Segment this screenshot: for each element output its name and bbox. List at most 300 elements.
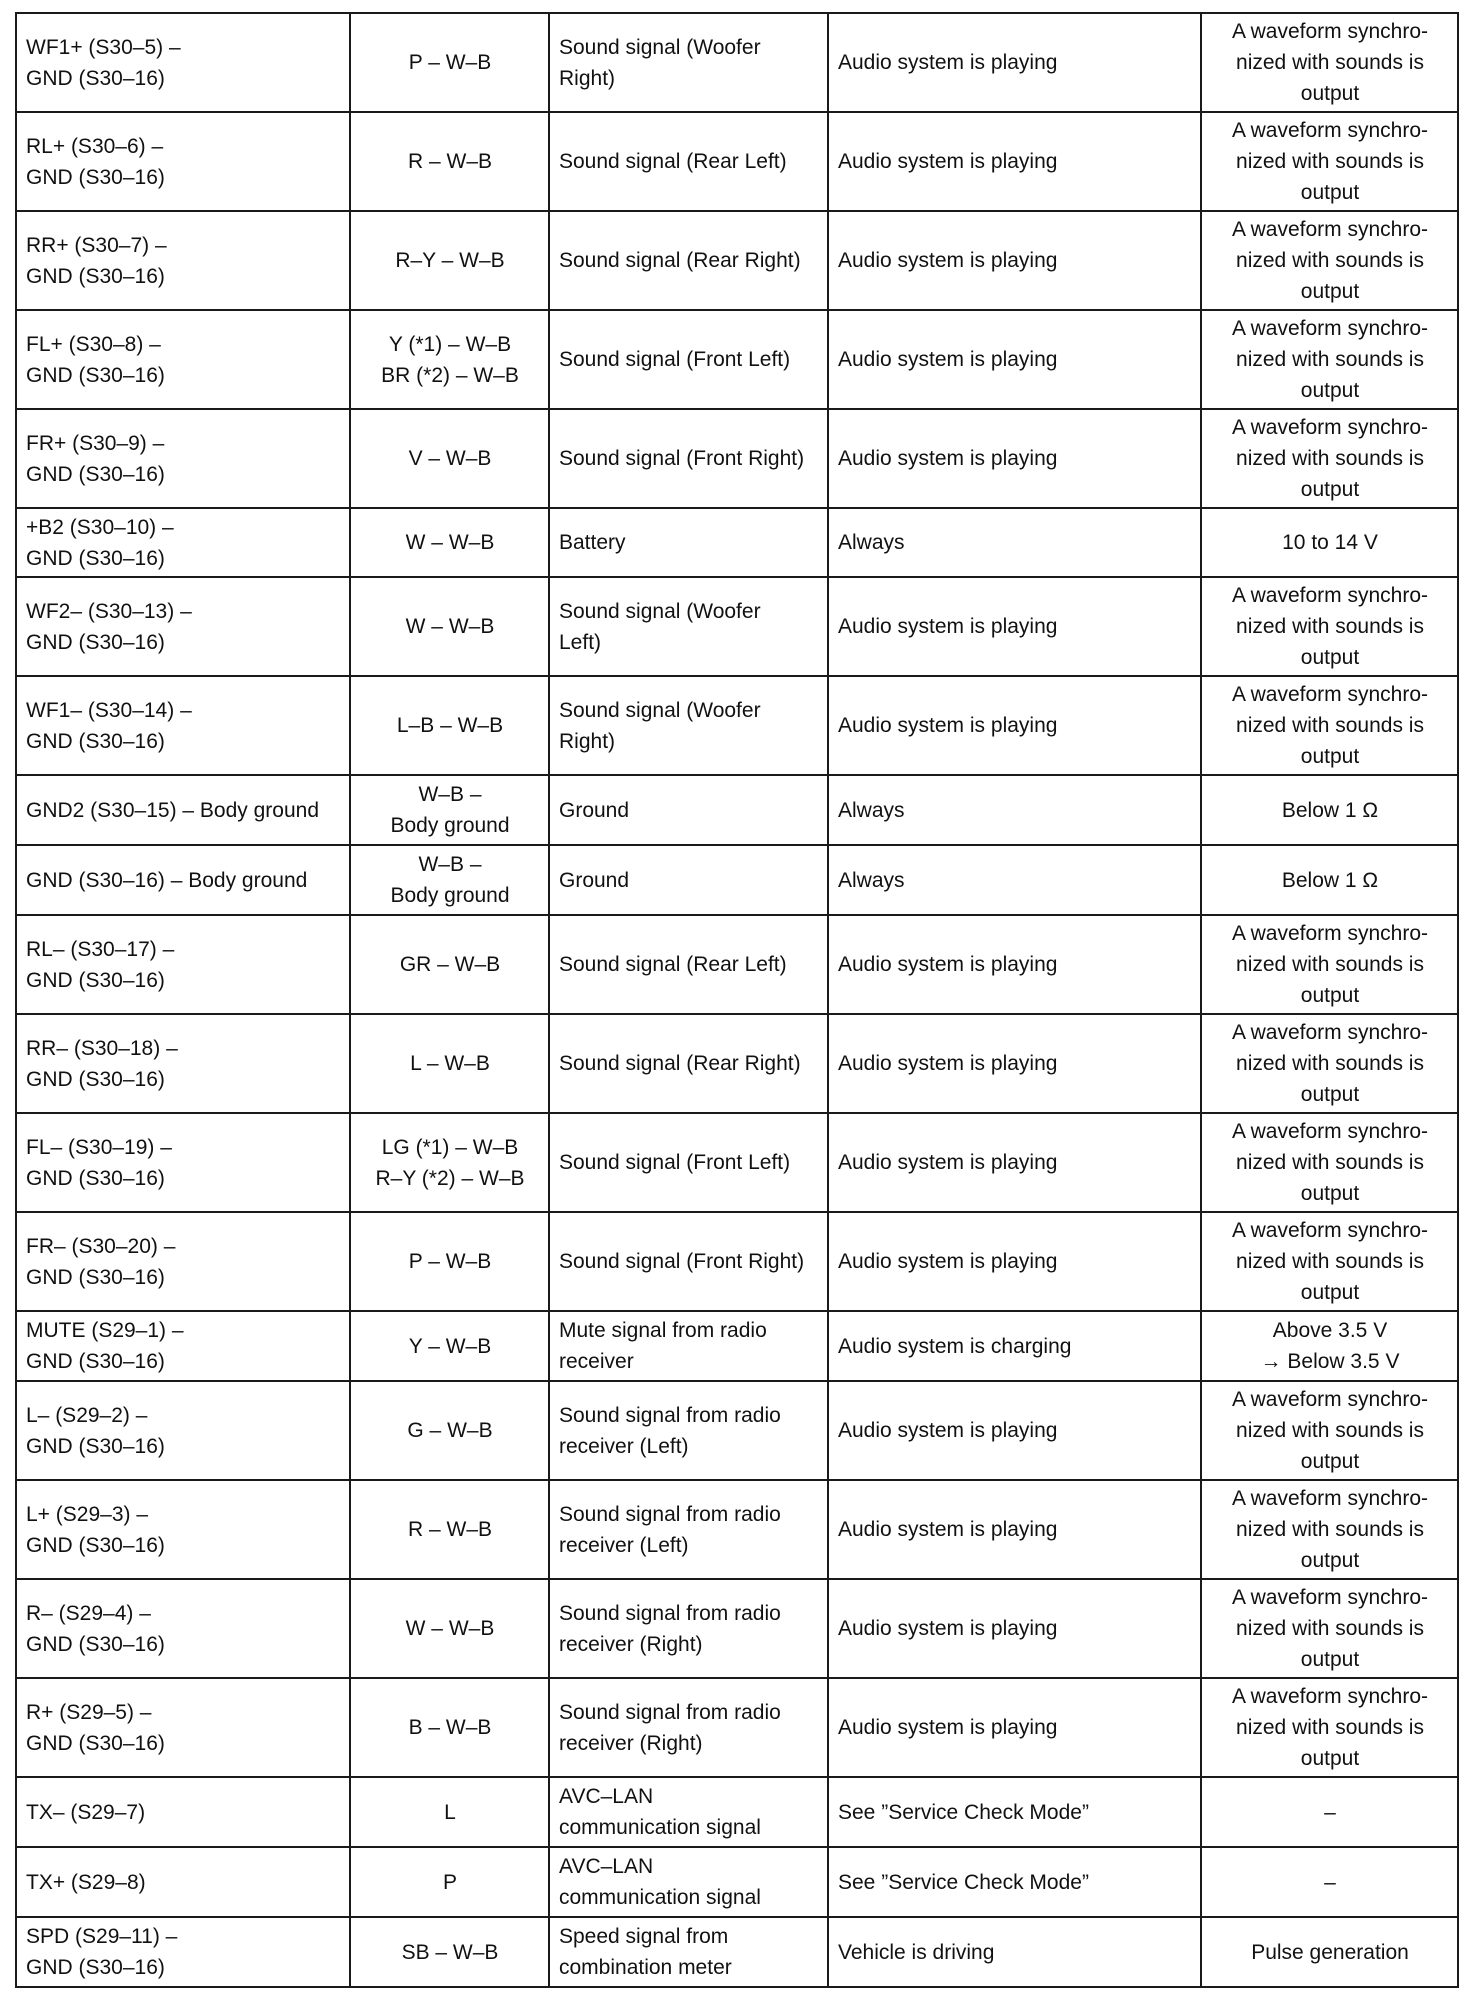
cell-text-line: B – W–B — [408, 1716, 492, 1739]
wiring-color-cell — [350, 508, 549, 577]
wiring-color-cell — [350, 310, 549, 409]
cell-text-line: A waveform synchro- — [1231, 584, 1429, 607]
specified-condition-cell — [1201, 1777, 1458, 1847]
cell-text-line: Sound signal (Front Right) — [559, 447, 805, 470]
cell-text-line: Sound signal (Front Right) — [559, 1250, 805, 1273]
specified-condition-cell — [1201, 676, 1458, 775]
cell-text-line: Sound signal (Woofer — [559, 35, 761, 59]
condition-cell — [828, 775, 1201, 845]
cell-text-line: Vehicle is driving — [838, 1940, 995, 1964]
specified-condition-cell — [1201, 1847, 1458, 1917]
wiring-color-cell — [350, 112, 549, 211]
terminal-cell — [16, 310, 350, 409]
cell-text-line: Audio system is playing — [838, 249, 1058, 272]
condition-cell — [828, 1480, 1201, 1579]
cell-text-line: A waveform synchro- — [1231, 119, 1429, 142]
cell-text-line: Always — [838, 868, 905, 892]
terminal-description-cell — [549, 845, 828, 915]
cell-text-line: See ”Service Check Mode” — [838, 1870, 1089, 1894]
table-body — [16, 13, 1458, 1987]
wiring-color-cell — [350, 1579, 549, 1678]
cell-text-line: nized with sounds is — [1236, 447, 1424, 470]
cell-text-line: GND (S30–16) — [26, 462, 165, 486]
cell-text-line: GND (S30–16) — [26, 1166, 165, 1190]
cell-text-line: L — [444, 1800, 456, 1824]
cell-text-line: SB – W–B — [401, 1940, 499, 1964]
table-row — [16, 1480, 1458, 1579]
terminal-cell — [16, 211, 350, 310]
condition-cell — [828, 1678, 1201, 1777]
cell-text-line: Audio system is playing — [838, 1052, 1058, 1075]
cell-text-line: L+ (S29–3) – — [26, 1502, 149, 1526]
terminal-cell — [16, 1678, 350, 1777]
terminal-cell — [16, 1113, 350, 1212]
wiring-color-cell — [350, 1917, 549, 1987]
cell-text-line: output — [1300, 478, 1360, 501]
cell-text-line: Below 1 Ω — [1281, 798, 1379, 822]
table-row — [16, 112, 1458, 211]
cell-text-line: Audio system is playing — [838, 1518, 1058, 1541]
cell-text-line: Sound signal (Rear Right) — [559, 249, 801, 272]
specified-condition-cell — [1201, 1311, 1458, 1381]
terminal-cell — [16, 577, 350, 676]
terminal-description-cell — [549, 1917, 828, 1987]
terminal-description-cell — [549, 1381, 828, 1480]
table-row — [16, 508, 1458, 577]
terminal-cell — [16, 1917, 350, 1987]
specified-condition-cell — [1201, 1480, 1458, 1579]
cell-text-line: P – W–B — [408, 1250, 492, 1273]
terminal-cell — [16, 1311, 350, 1381]
specified-condition-cell — [1201, 1212, 1458, 1311]
terminal-description-cell — [549, 1113, 828, 1212]
specified-condition-cell — [1201, 1113, 1458, 1212]
cell-text-line: A waveform synchro- — [1231, 20, 1429, 43]
cell-text-line: Audio system is playing — [838, 150, 1058, 173]
cell-text-line: nized with sounds is — [1236, 1518, 1424, 1541]
specified-condition-cell — [1201, 1579, 1458, 1678]
specified-condition-cell — [1201, 1678, 1458, 1777]
cell-text-line: Audio system is playing — [838, 1419, 1058, 1442]
cell-text-line: nized with sounds is — [1236, 953, 1424, 976]
cell-text-line: A waveform synchro- — [1231, 1586, 1429, 1609]
cell-text-line: GR – W–B — [399, 953, 501, 976]
cell-text-line: output — [1300, 984, 1360, 1007]
condition-cell — [828, 310, 1201, 409]
cell-text-line: combination meter — [559, 1956, 732, 1979]
cell-text-line: receiver — [559, 1350, 634, 1373]
cell-text-line: communication signal — [559, 1816, 761, 1839]
terminal-cell — [16, 13, 350, 112]
specified-condition-cell — [1201, 915, 1458, 1014]
table-row — [16, 577, 1458, 676]
terminal-description-cell — [549, 915, 828, 1014]
terminal-cell — [16, 112, 350, 211]
wiring-color-cell — [350, 1847, 549, 1917]
cell-text-line: FR+ (S30–9) – — [26, 431, 165, 455]
cell-text-line: AVC–LAN — [559, 1785, 654, 1808]
wiring-color-cell — [350, 13, 549, 112]
cell-text-line: WF1+ (S30–5) – — [26, 35, 181, 59]
cell-text-line: MUTE (S29–1) – — [26, 1319, 184, 1342]
condition-cell — [828, 1212, 1201, 1311]
cell-text-line: Sound signal (Woofer — [559, 599, 761, 623]
terminal-cell — [16, 775, 350, 845]
terminal-description-cell — [549, 1014, 828, 1113]
cell-text-line: Sound signal (Front Left) — [559, 1151, 791, 1174]
condition-cell — [828, 112, 1201, 211]
wiring-color-cell — [350, 409, 549, 508]
cell-text-line: Sound signal (Rear Left) — [559, 953, 787, 976]
table-row — [16, 409, 1458, 508]
wiring-color-cell — [350, 1678, 549, 1777]
cell-text-line: Right) — [559, 66, 616, 90]
cell-text-line: Y (*1) – W–B — [388, 332, 512, 356]
specified-condition-cell — [1201, 13, 1458, 112]
table-row — [16, 1311, 1458, 1381]
cell-text-line: Audio system is playing — [838, 348, 1058, 371]
specified-condition-cell — [1201, 508, 1458, 577]
condition-cell — [828, 1847, 1201, 1917]
cell-text-line: RL– (S30–17) – — [26, 937, 175, 961]
terminal-spec-table — [15, 12, 1459, 1988]
cell-text-line: GND (S30–16) — [26, 363, 165, 387]
table-row — [16, 1678, 1458, 1777]
cell-text-line: GND (S30–16) — [26, 1067, 165, 1091]
cell-text-line: output — [1300, 745, 1360, 768]
cell-text-line: nized with sounds is — [1236, 51, 1424, 74]
cell-text-line: G – W–B — [407, 1419, 493, 1442]
cell-text-line: R–Y – W–B — [395, 249, 505, 272]
wiring-color-cell — [350, 211, 549, 310]
cell-text-line: Battery — [559, 531, 626, 554]
cell-text-line: output — [1300, 1450, 1360, 1473]
condition-cell — [828, 915, 1201, 1014]
specified-condition-cell — [1201, 211, 1458, 310]
specified-condition-cell — [1201, 409, 1458, 508]
cell-text-line: W – W–B — [405, 1617, 495, 1640]
terminal-description-cell — [549, 13, 828, 112]
cell-text-line: nized with sounds is — [1236, 1052, 1424, 1075]
cell-text-line: receiver (Left) — [559, 1533, 689, 1557]
cell-text-line: output — [1300, 82, 1360, 105]
cell-text-line: WF2– (S30–13) – — [26, 599, 192, 623]
cell-text-line: BR (*2) – W–B — [381, 363, 519, 387]
specified-condition-cell — [1201, 112, 1458, 211]
cell-text-line: nized with sounds is — [1236, 1250, 1424, 1273]
terminal-description-cell — [549, 508, 828, 577]
cell-text-line: → Below 3.5 V — [1260, 1350, 1400, 1373]
cell-text-line: nized with sounds is — [1236, 249, 1424, 272]
cell-text-line: Audio system is playing — [838, 1250, 1058, 1273]
cell-text-line: output — [1300, 1549, 1360, 1572]
specified-condition-cell — [1201, 845, 1458, 915]
cell-text-line: A waveform synchro- — [1231, 683, 1429, 706]
condition-cell — [828, 508, 1201, 577]
cell-text-line: A waveform synchro- — [1231, 1685, 1429, 1708]
cell-text-line: output — [1300, 379, 1360, 402]
cell-text-line: Sound signal from radio — [559, 1700, 781, 1724]
cell-text-line: GND (S30–16) — [26, 1265, 165, 1289]
cell-text-line: Left) — [559, 630, 602, 654]
table-row — [16, 1212, 1458, 1311]
cell-text-line: W – W–B — [405, 531, 495, 554]
cell-text-line: FL– (S30–19) – — [26, 1135, 172, 1159]
cell-text-line: FR– (S30–20) – — [26, 1234, 176, 1258]
terminal-description-cell — [549, 310, 828, 409]
cell-text-line: Sound signal from radio — [559, 1403, 781, 1427]
cell-text-line: Sound signal (Woofer — [559, 698, 761, 722]
terminal-description-cell — [549, 211, 828, 310]
cell-text-line: Right) — [559, 729, 616, 753]
wiring-color-cell — [350, 1014, 549, 1113]
wiring-color-cell — [350, 676, 549, 775]
cell-text-line: GND (S30–16) — [26, 1731, 165, 1755]
cell-text-line: receiver (Right) — [559, 1731, 703, 1755]
condition-cell — [828, 845, 1201, 915]
cell-text-line: L– (S29–2) – — [26, 1403, 148, 1427]
cell-text-line: A waveform synchro- — [1231, 218, 1429, 241]
table-row — [16, 915, 1458, 1014]
cell-text-line: Audio system is playing — [838, 714, 1058, 737]
cell-text-line: communication signal — [559, 1886, 761, 1909]
table-row — [16, 1014, 1458, 1113]
cell-text-line: output — [1300, 280, 1360, 303]
terminal-cell — [16, 409, 350, 508]
terminal-description-cell — [549, 1777, 828, 1847]
cell-text-line: A waveform synchro- — [1231, 1388, 1429, 1411]
cell-text-line: Body ground — [390, 884, 510, 907]
cell-text-line: GND (S30–16) — [26, 729, 165, 753]
terminal-description-cell — [549, 1847, 828, 1917]
cell-text-line: nized with sounds is — [1236, 1716, 1424, 1739]
condition-cell — [828, 1579, 1201, 1678]
wiring-color-cell — [350, 1113, 549, 1212]
wiring-color-cell — [350, 577, 549, 676]
cell-text-line: Always — [838, 531, 905, 554]
condition-cell — [828, 1917, 1201, 1987]
cell-text-line: SPD (S29–11) – — [26, 1925, 178, 1948]
condition-cell — [828, 13, 1201, 112]
cell-text-line: output — [1300, 646, 1360, 669]
cell-text-line: A waveform synchro- — [1231, 416, 1429, 439]
terminal-cell — [16, 915, 350, 1014]
terminal-description-cell — [549, 1579, 828, 1678]
cell-text-line: Audio system is playing — [838, 1617, 1058, 1640]
cell-text-line: W–B – — [418, 853, 482, 876]
specified-condition-cell — [1201, 577, 1458, 676]
specified-condition-cell — [1201, 1381, 1458, 1480]
terminal-cell — [16, 1847, 350, 1917]
wiring-color-cell — [350, 1212, 549, 1311]
cell-text-line: A waveform synchro- — [1231, 1219, 1429, 1242]
cell-text-line: Sound signal (Front Left) — [559, 348, 791, 371]
cell-text-line: R– (S29–4) – — [26, 1601, 151, 1625]
terminal-description-cell — [549, 775, 828, 845]
cell-text-line: A waveform synchro- — [1231, 1487, 1429, 1510]
condition-cell — [828, 1113, 1201, 1212]
cell-text-line: GND (S30–16) – Body ground — [26, 868, 308, 892]
cell-text-line: GND (S30–16) — [26, 968, 165, 992]
cell-text-line: output — [1300, 1281, 1360, 1304]
cell-text-line: GND (S30–16) — [26, 1632, 165, 1656]
cell-text-line: nized with sounds is — [1236, 348, 1424, 371]
specified-condition-cell — [1201, 1014, 1458, 1113]
cell-text-line: Audio system is playing — [838, 51, 1058, 74]
cell-text-line: A waveform synchro- — [1231, 317, 1429, 340]
cell-text-line: P — [442, 1870, 457, 1894]
terminal-cell — [16, 1212, 350, 1311]
table-row — [16, 1113, 1458, 1212]
cell-text-line: Audio system is playing — [838, 615, 1058, 638]
wiring-color-cell — [350, 1777, 549, 1847]
cell-text-line: Audio system is playing — [838, 1716, 1058, 1739]
table-row — [16, 1777, 1458, 1847]
cell-text-line: FL+ (S30–8) – — [26, 332, 161, 356]
cell-text-line: GND (S30–16) — [26, 165, 165, 189]
cell-text-line: Speed signal from — [559, 1925, 729, 1948]
table-row — [16, 1381, 1458, 1480]
cell-text-line: GND (S30–16) — [26, 1350, 165, 1373]
terminal-cell — [16, 676, 350, 775]
cell-text-line: output — [1300, 1083, 1360, 1106]
cell-text-line: TX– (S29–7) — [26, 1800, 146, 1824]
specified-condition-cell — [1201, 310, 1458, 409]
wiring-color-cell — [350, 775, 549, 845]
condition-cell — [828, 409, 1201, 508]
cell-text-line: GND (S30–16) — [26, 1533, 165, 1557]
table-row — [16, 13, 1458, 112]
specified-condition-cell — [1201, 1917, 1458, 1987]
cell-text-line: R+ (S29–5) – — [26, 1700, 152, 1724]
cell-text-line: output — [1300, 1747, 1360, 1770]
cell-text-line: Sound signal (Rear Left) — [559, 150, 787, 173]
specified-condition-cell — [1201, 775, 1458, 845]
cell-text-line: GND2 (S30–15) – Body ground — [26, 798, 320, 822]
cell-text-line: – — [1324, 1870, 1336, 1894]
cell-text-line: receiver (Right) — [559, 1632, 703, 1656]
cell-text-line: W – W–B — [405, 615, 495, 638]
cell-text-line: V – W–B — [408, 447, 492, 470]
cell-text-line: Below 1 Ω — [1281, 868, 1379, 892]
cell-text-line: Audio system is playing — [838, 447, 1058, 470]
cell-text-line: L–B – W–B — [396, 714, 504, 737]
terminal-cell — [16, 1381, 350, 1480]
cell-text-line: RR+ (S30–7) – — [26, 233, 167, 257]
terminal-description-cell — [549, 676, 828, 775]
table-row — [16, 1917, 1458, 1987]
terminal-cell — [16, 508, 350, 577]
table-row — [16, 676, 1458, 775]
terminal-cell — [16, 1480, 350, 1579]
cell-text-line: Sound signal from radio — [559, 1601, 781, 1625]
condition-cell — [828, 1381, 1201, 1480]
terminal-cell — [16, 1777, 350, 1847]
cell-text-line: Audio system is playing — [838, 953, 1058, 976]
cell-text-line: +B2 (S30–10) – — [26, 515, 174, 539]
condition-cell — [828, 676, 1201, 775]
cell-text-line: 10 to 14 V — [1282, 531, 1378, 554]
cell-text-line: W–B – — [418, 783, 482, 806]
cell-text-line: Sound signal from radio — [559, 1502, 781, 1526]
cell-text-line: WF1– (S30–14) – — [26, 698, 192, 722]
terminal-cell — [16, 1579, 350, 1678]
cell-text-line: Pulse generation — [1251, 1940, 1409, 1964]
cell-text-line: GND (S30–16) — [26, 630, 165, 654]
cell-text-line: output — [1300, 1648, 1360, 1671]
terminal-description-cell — [549, 1311, 828, 1381]
condition-cell — [828, 577, 1201, 676]
cell-text-line: – — [1324, 1800, 1336, 1824]
terminal-description-cell — [549, 1678, 828, 1777]
cell-text-line: R – W–B — [407, 1518, 493, 1541]
cell-text-line: nized with sounds is — [1236, 615, 1424, 638]
cell-text-line: GND (S30–16) — [26, 66, 165, 90]
terminal-description-cell — [549, 1480, 828, 1579]
cell-text-line: Mute signal from radio — [559, 1319, 767, 1342]
cell-text-line: GND (S30–16) — [26, 1434, 165, 1458]
cell-text-line: nized with sounds is — [1236, 150, 1424, 173]
condition-cell — [828, 211, 1201, 310]
cell-text-line: output — [1300, 1182, 1360, 1205]
cell-text-line: A waveform synchro- — [1231, 922, 1429, 945]
cell-text-line: GND (S30–16) — [26, 264, 165, 288]
cell-text-line: Ground — [559, 868, 630, 892]
cell-text-line: Above 3.5 V — [1272, 1319, 1388, 1342]
cell-text-line: L – W–B — [410, 1052, 490, 1075]
table-row — [16, 845, 1458, 915]
cell-text-line: LG (*1) – W–B — [381, 1135, 519, 1159]
cell-text-line: nized with sounds is — [1236, 1617, 1424, 1640]
cell-text-line: Y – W–B — [408, 1334, 492, 1358]
cell-text-line: Body ground — [390, 814, 510, 837]
wiring-color-cell — [350, 915, 549, 1014]
cell-text-line: GND (S30–16) — [26, 546, 165, 570]
terminal-description-cell — [549, 409, 828, 508]
cell-text-line: RR– (S30–18) – — [26, 1036, 178, 1060]
cell-text-line: GND (S30–16) — [26, 1956, 165, 1979]
condition-cell — [828, 1777, 1201, 1847]
table-row — [16, 211, 1458, 310]
cell-text-line: nized with sounds is — [1236, 1151, 1424, 1174]
condition-cell — [828, 1311, 1201, 1381]
wiring-color-cell — [350, 1311, 549, 1381]
wiring-color-cell — [350, 845, 549, 915]
cell-text-line: A waveform synchro- — [1231, 1021, 1429, 1044]
condition-cell — [828, 1014, 1201, 1113]
table-row — [16, 1579, 1458, 1678]
terminal-description-cell — [549, 1212, 828, 1311]
cell-text-line: TX+ (S29–8) — [26, 1870, 146, 1894]
cell-text-line: Always — [838, 798, 905, 822]
cell-text-line: Ground — [559, 798, 630, 822]
terminal-description-cell — [549, 112, 828, 211]
cell-text-line: receiver (Left) — [559, 1434, 689, 1458]
cell-text-line: Sound signal (Rear Right) — [559, 1052, 801, 1075]
wiring-color-cell — [350, 1381, 549, 1480]
table-row — [16, 1847, 1458, 1917]
terminal-cell — [16, 1014, 350, 1113]
cell-text-line: R – W–B — [407, 150, 493, 173]
cell-text-line: Audio system is playing — [838, 1151, 1058, 1174]
cell-text-line: output — [1300, 181, 1360, 204]
cell-text-line: R–Y (*2) – W–B — [375, 1166, 525, 1190]
cell-text-line: A waveform synchro- — [1231, 1120, 1429, 1143]
cell-text-line: RL+ (S30–6) – — [26, 134, 164, 158]
cell-text-line: nized with sounds is — [1236, 714, 1424, 737]
table-row — [16, 775, 1458, 845]
terminal-cell — [16, 845, 350, 915]
